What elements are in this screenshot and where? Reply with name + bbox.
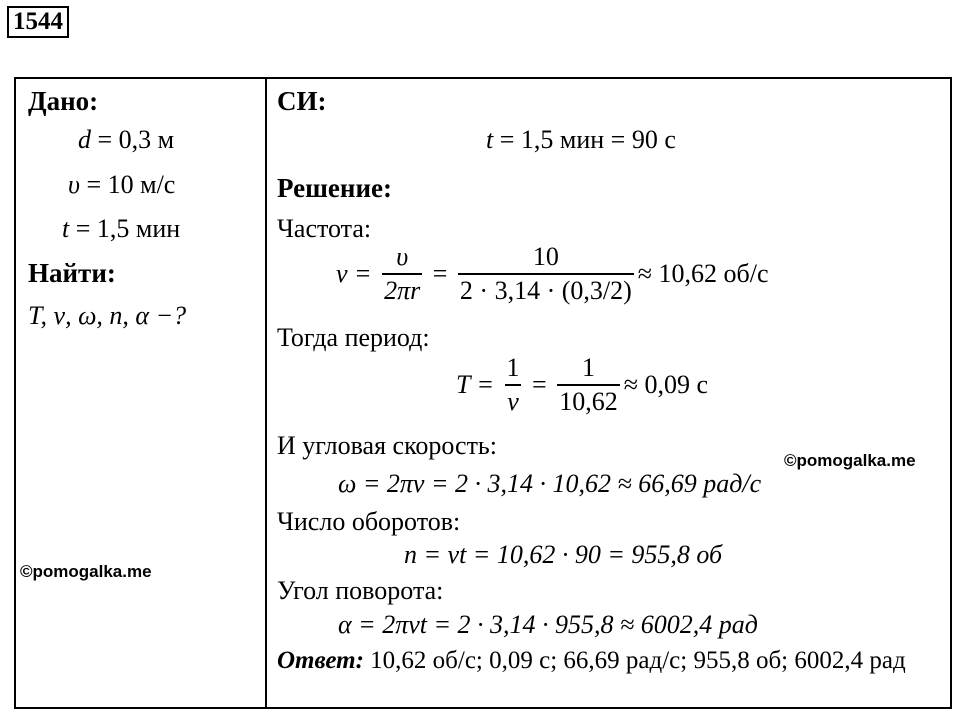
freq-frac2-num: 10	[532, 242, 559, 271]
given-d-value: 0,3 м	[118, 125, 175, 154]
find-title: Найти:	[28, 258, 116, 288]
given-v-var: υ	[68, 170, 80, 199]
given-title: Дано:	[28, 86, 99, 116]
given-v-eq: =	[79, 170, 108, 199]
freq-frac2	[458, 243, 634, 305]
given-t-value: 1,5 мин	[96, 214, 181, 243]
period-formula	[456, 354, 708, 416]
problem-number: 1544	[7, 6, 69, 38]
angular-label: И угловая скорость:	[277, 431, 498, 460]
given-d-var: d	[78, 125, 91, 154]
answer-label: Ответ:	[277, 647, 364, 674]
freq-label: Частота:	[277, 214, 372, 243]
angle-formula: α = 2πνt = 2 · 3,14 · 955,8 ≈ 6002,4 рад	[338, 610, 758, 639]
column-divider	[265, 79, 267, 707]
period-eq: =	[525, 370, 554, 399]
freq-eq: =	[426, 259, 454, 288]
answer-text: 10,62 об/с; 0,09 с; 66,69 рад/с; 955,8 об; 6002,4 рад	[363, 647, 906, 674]
freq-lhs: ν =	[336, 259, 379, 288]
freq-formula	[336, 243, 769, 305]
solution-table	[14, 77, 952, 709]
given-t	[62, 214, 180, 244]
given-t-var: t	[62, 214, 70, 243]
si-title: СИ:	[277, 86, 327, 116]
angular-formula: ω = 2πν = 2 · 3,14 · 10,62 ≈ 66,69 рад/с	[338, 469, 762, 498]
turns-label: Число оборотов:	[277, 507, 461, 536]
given-v-value: 10 м/с	[107, 170, 176, 199]
freq-frac1-den: 2πr	[382, 273, 422, 305]
si-var: t	[486, 125, 494, 154]
period-frac2	[557, 354, 620, 416]
freq-result: ≈ 10,62 об/с	[637, 259, 769, 288]
period-frac1-num: 1	[506, 353, 520, 382]
freq-frac1-num: υ	[396, 242, 409, 271]
period-frac2-den: 10,62	[557, 384, 620, 416]
given-d	[78, 125, 174, 155]
freq-frac1	[382, 243, 422, 305]
given-d-eq: =	[91, 125, 119, 154]
period-lhs: T =	[456, 370, 501, 399]
period-result: ≈ 0,09 с	[623, 370, 709, 399]
answer	[277, 646, 937, 676]
period-label: Тогда период:	[277, 323, 430, 352]
period-frac2-num: 1	[581, 353, 595, 382]
si-line	[486, 125, 676, 155]
watermark-left: ©pomogalka.me	[20, 562, 152, 581]
given-t-eq: =	[69, 214, 97, 243]
find-vars: T, ν, ω, n, α −?	[28, 301, 187, 330]
solution-title: Решение:	[277, 173, 392, 203]
period-frac1-den: ν	[505, 384, 521, 416]
watermark-right: ©pomogalka.me	[784, 451, 916, 470]
angle-label: Угол поворота:	[277, 576, 444, 605]
given-v	[68, 170, 175, 200]
turns-formula: n = νt = 10,62 · 90 = 955,8 об	[404, 540, 723, 569]
si-rest: = 1,5 мин = 90 с	[493, 125, 676, 154]
freq-frac2-den: 2 · 3,14 · (0,3/2)	[458, 273, 634, 305]
period-frac1	[505, 354, 522, 416]
